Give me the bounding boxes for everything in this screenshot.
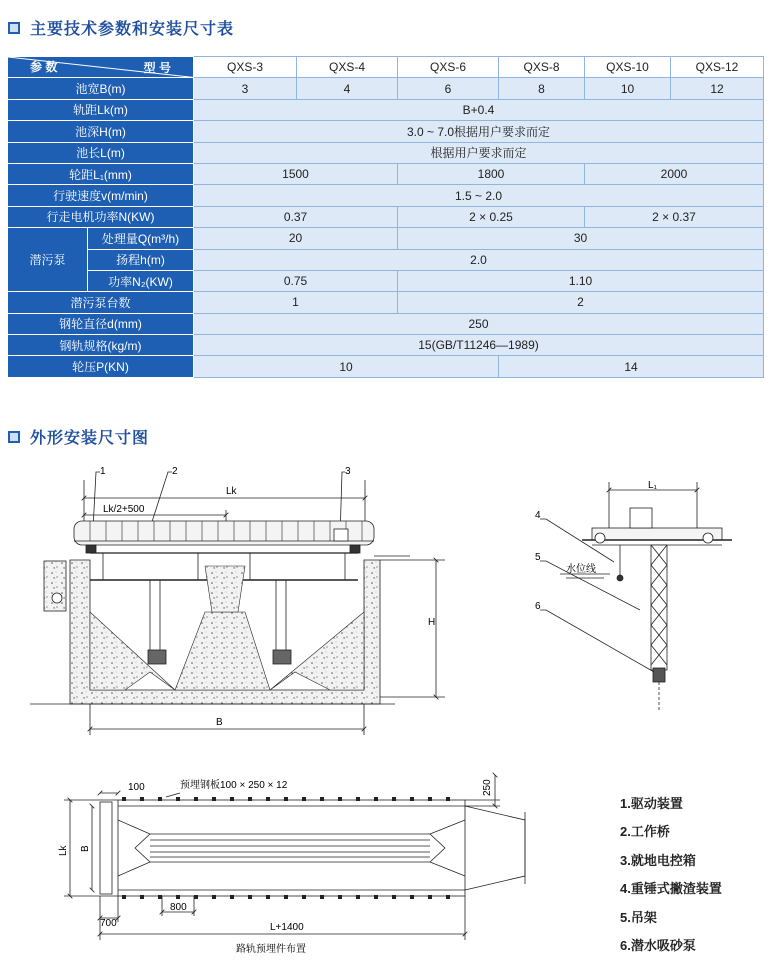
row-label: 池深H(m) [8, 121, 194, 142]
legend-item: 2.工作桥 [620, 824, 670, 840]
plate-label: 预埋钢板100 × 250 × 12 [180, 780, 288, 791]
plan-view [64, 775, 525, 940]
callout-6: 6 [535, 601, 541, 612]
callout-1: 1 [100, 466, 106, 477]
row-label: 行走电机功率N(KW) [8, 206, 194, 227]
callout-5: 5 [535, 552, 541, 563]
row-label: 潜污泵台数 [8, 292, 194, 313]
component-legend [620, 790, 722, 960]
table-cell: 1800 [398, 163, 585, 184]
legend-item: 6.潜水吸砂泵 [620, 938, 696, 954]
dim-700-label: 700 [100, 918, 117, 929]
corner-right-label: 型 号 [143, 61, 171, 75]
table-cell: 15(GB/T11246—1989) [194, 335, 764, 356]
dim-l1-label: L₁ [648, 480, 657, 491]
table-cell: 3 [194, 78, 297, 99]
table-cell: 1.5 ~ 2.0 [194, 185, 764, 206]
table-cell: 3.0 ~ 7.0根据用户要求而定 [194, 121, 764, 142]
table-cell: 6 [398, 78, 499, 99]
model-header: QXS-10 [585, 57, 671, 78]
legend-item: 4.重锤式撇渣装置 [620, 881, 722, 897]
table-cell: B+0.4 [194, 99, 764, 120]
dim-lk-plan-label: Lk [58, 845, 69, 856]
row-label: 池宽B(m) [8, 78, 194, 99]
row-label: 轮距L₁(mm) [8, 163, 194, 184]
table-cell: 10 [194, 356, 499, 377]
table-cell: 8 [499, 78, 585, 99]
callout-2: 2 [172, 466, 178, 477]
table-cell: 10 [585, 78, 671, 99]
model-header: QXS-12 [671, 57, 764, 78]
table-cell: 0.75 [194, 270, 398, 291]
dim-800-label: 800 [170, 902, 187, 913]
dim-h-label: H [428, 617, 436, 628]
table-cell: 12 [671, 78, 764, 99]
callout-4: 4 [535, 510, 541, 521]
table-cell: 1500 [194, 163, 398, 184]
table-cell: 20 [194, 228, 398, 249]
row-label: 扬程h(m) [88, 249, 194, 270]
table-cell: 1 [194, 292, 398, 313]
plan-caption: 路轨预埋件布置 [236, 944, 306, 955]
dim-100-label: 100 [128, 782, 145, 793]
table-cell: 2 × 0.25 [398, 206, 585, 227]
table-cell: 0.37 [194, 206, 398, 227]
table-cell: 14 [499, 356, 764, 377]
callout-3: 3 [345, 466, 351, 477]
dim-250-label: 250 [482, 779, 493, 796]
model-header: QXS-6 [398, 57, 499, 78]
row-label: 轮压P(KN) [8, 356, 194, 377]
dim-b-label: B [216, 717, 223, 728]
table-cell: 1.10 [398, 270, 764, 291]
row-label: 池长L(m) [8, 142, 194, 163]
table-cell: 250 [194, 313, 764, 334]
section-title-text: 外形安装尺寸图 [30, 430, 150, 447]
model-header: QXS-8 [499, 57, 585, 78]
table-cell: 根据用户要求而定 [194, 142, 764, 163]
row-label: 行驶速度v(m/min) [8, 185, 194, 206]
row-label: 轨距Lk(m) [8, 99, 194, 120]
legend-item: 1.驱动装置 [620, 796, 683, 811]
table-cell: 4 [297, 78, 398, 99]
table-cell: 2.0 [194, 249, 764, 270]
dim-lk-half-label: Lk/2+500 [103, 504, 145, 515]
table-cell: 30 [398, 228, 764, 249]
corner-left-label: 参 数 [30, 60, 58, 75]
dim-b-plan-label: B [80, 845, 91, 852]
model-header: QXS-3 [194, 57, 297, 78]
table-cell: 2 × 0.37 [585, 206, 764, 227]
table-cell: 2 [398, 292, 764, 313]
row-group-label: 潜污泵 [8, 228, 88, 292]
row-label: 钢轨规格(kg/m) [8, 335, 194, 356]
water-level-label: 水位线 [566, 564, 596, 575]
section-title-text: 主要技术参数和安装尺寸表 [30, 21, 235, 38]
side-view [540, 482, 732, 710]
dim-l1400-label: L+1400 [270, 922, 304, 933]
dim-lk-label: Lk [226, 486, 237, 497]
model-header: QXS-4 [297, 57, 398, 78]
legend-item: 3.就地电控箱 [620, 852, 696, 868]
row-label: 钢轮直径d(mm) [8, 313, 194, 334]
table-cell: 2000 [585, 163, 764, 184]
legend-item: 5.吊架 [620, 909, 657, 925]
row-label: 功率N₂(KW) [88, 270, 194, 291]
row-label: 处理量Q(m³/h) [88, 228, 194, 249]
